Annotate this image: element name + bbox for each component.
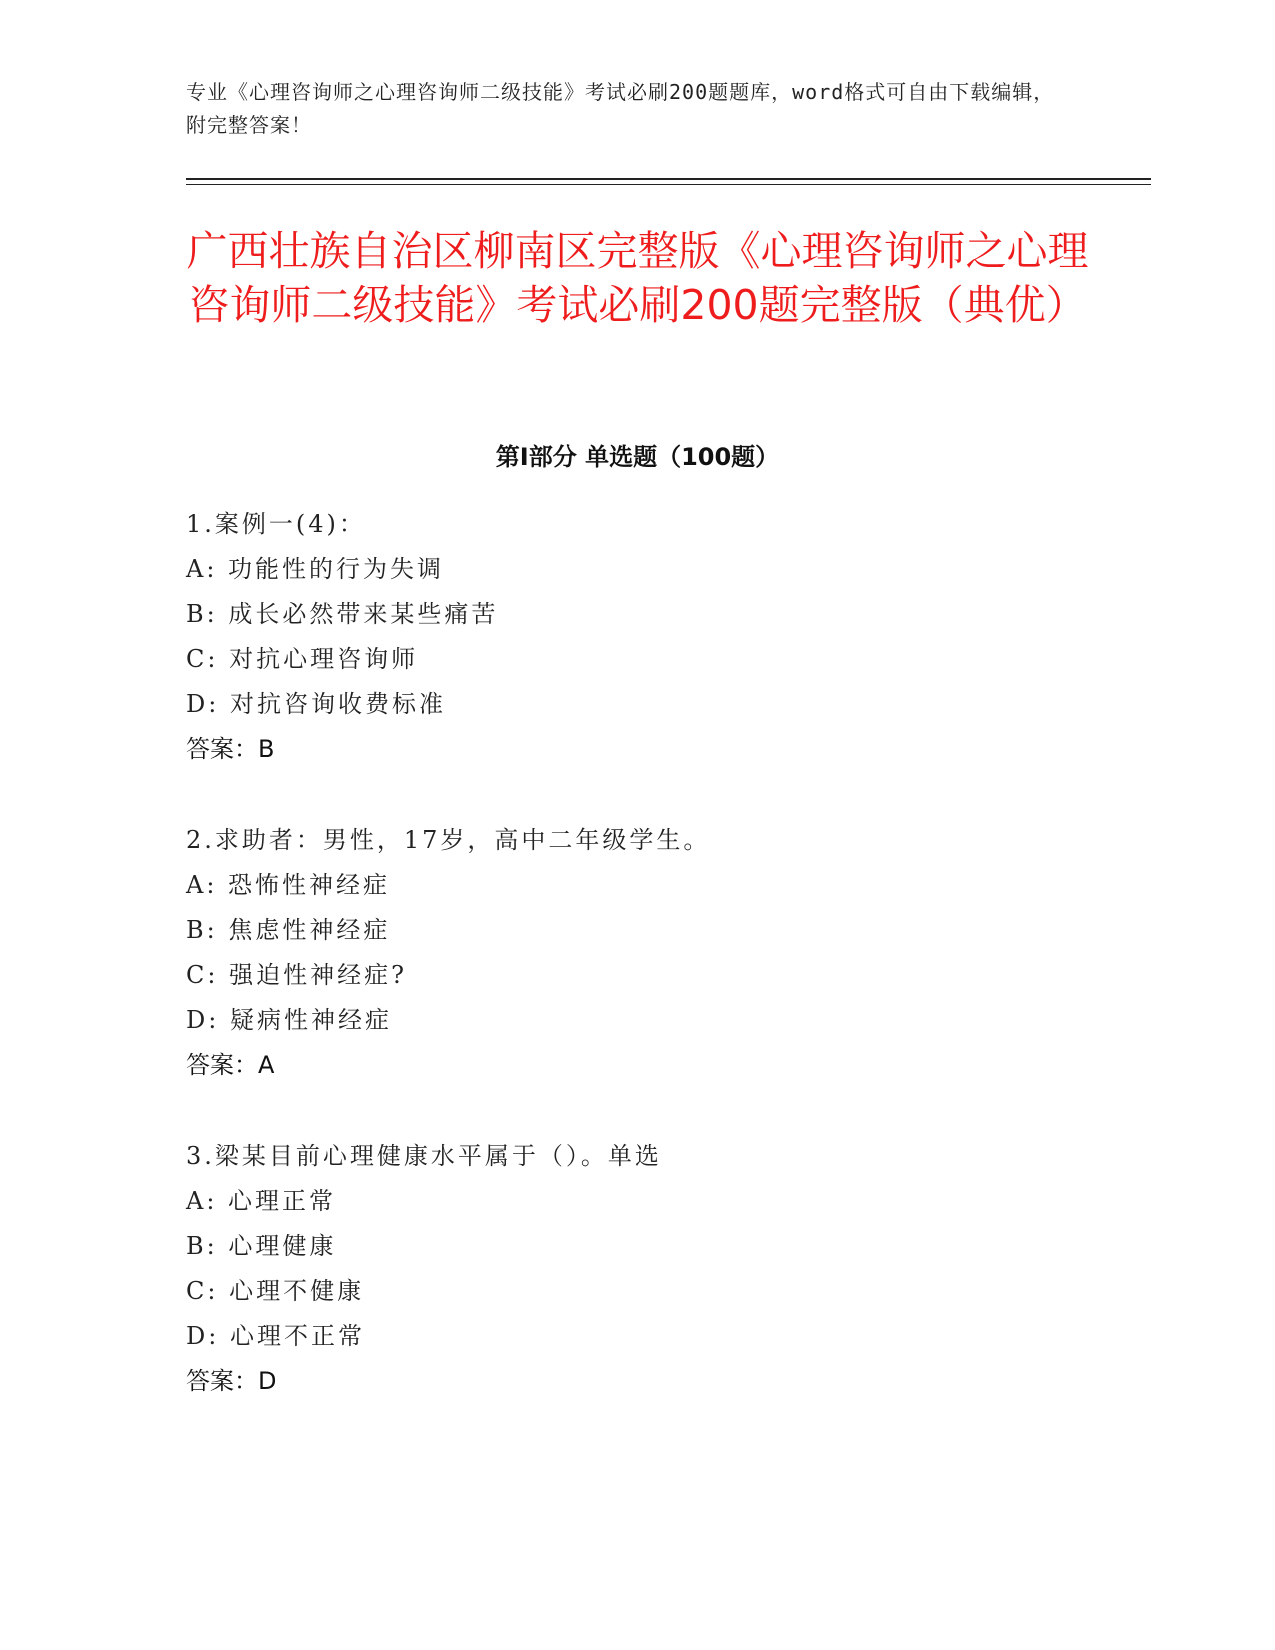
answer: 答案：A: [186, 1051, 275, 1079]
answer: 答案：D: [186, 1367, 277, 1395]
question-stem: 3.梁某目前心理健康水平属于（）。单选: [186, 1142, 662, 1170]
document-title: 广西壮族自治区柳南区完整版《心理咨询师之心理咨询师二级技能》考试必刷200题完整版（典优）: [186, 227, 1089, 329]
question-stem: 1.案例一(4)：: [186, 510, 366, 538]
option-d: D: 疑病性神经症: [186, 1006, 392, 1034]
option-c: C: 强迫性神经症?: [186, 961, 407, 989]
option-a: A: 功能性的行为失调: [186, 555, 445, 583]
option-d: D: 对抗咨询收费标准: [186, 690, 446, 718]
option-b: B: 心理健康: [186, 1232, 337, 1260]
answer: 答案：B: [186, 735, 275, 763]
option-b: B: 成长必然带来某些痛苦: [186, 600, 499, 628]
question-2: [186, 818, 1086, 1088]
question-stem: 2.求助者：男性，17岁，高中二年级学生。: [186, 826, 711, 854]
option-a: A: 恐怖性神经症: [186, 871, 391, 899]
section-title: 第Ⅰ部分 单选题（100题）: [495, 443, 780, 471]
header-divider-thick: [186, 178, 1151, 180]
option-a: A: 心理正常: [186, 1187, 337, 1215]
option-c: C: 对抗心理咨询师: [186, 645, 419, 673]
question-1: [186, 502, 1086, 772]
header-divider-thin: [186, 184, 1151, 185]
question-3: [186, 1134, 1086, 1404]
option-c: C: 心理不健康: [186, 1277, 365, 1305]
option-d: D: 心理不正常: [186, 1322, 365, 1350]
option-b: B: 焦虑性神经症: [186, 916, 391, 944]
header-note: 专业《心理咨询师之心理咨询师二级技能》考试必刷200题题库，word格式可自由下载编辑，附完整答案！: [186, 80, 1055, 137]
